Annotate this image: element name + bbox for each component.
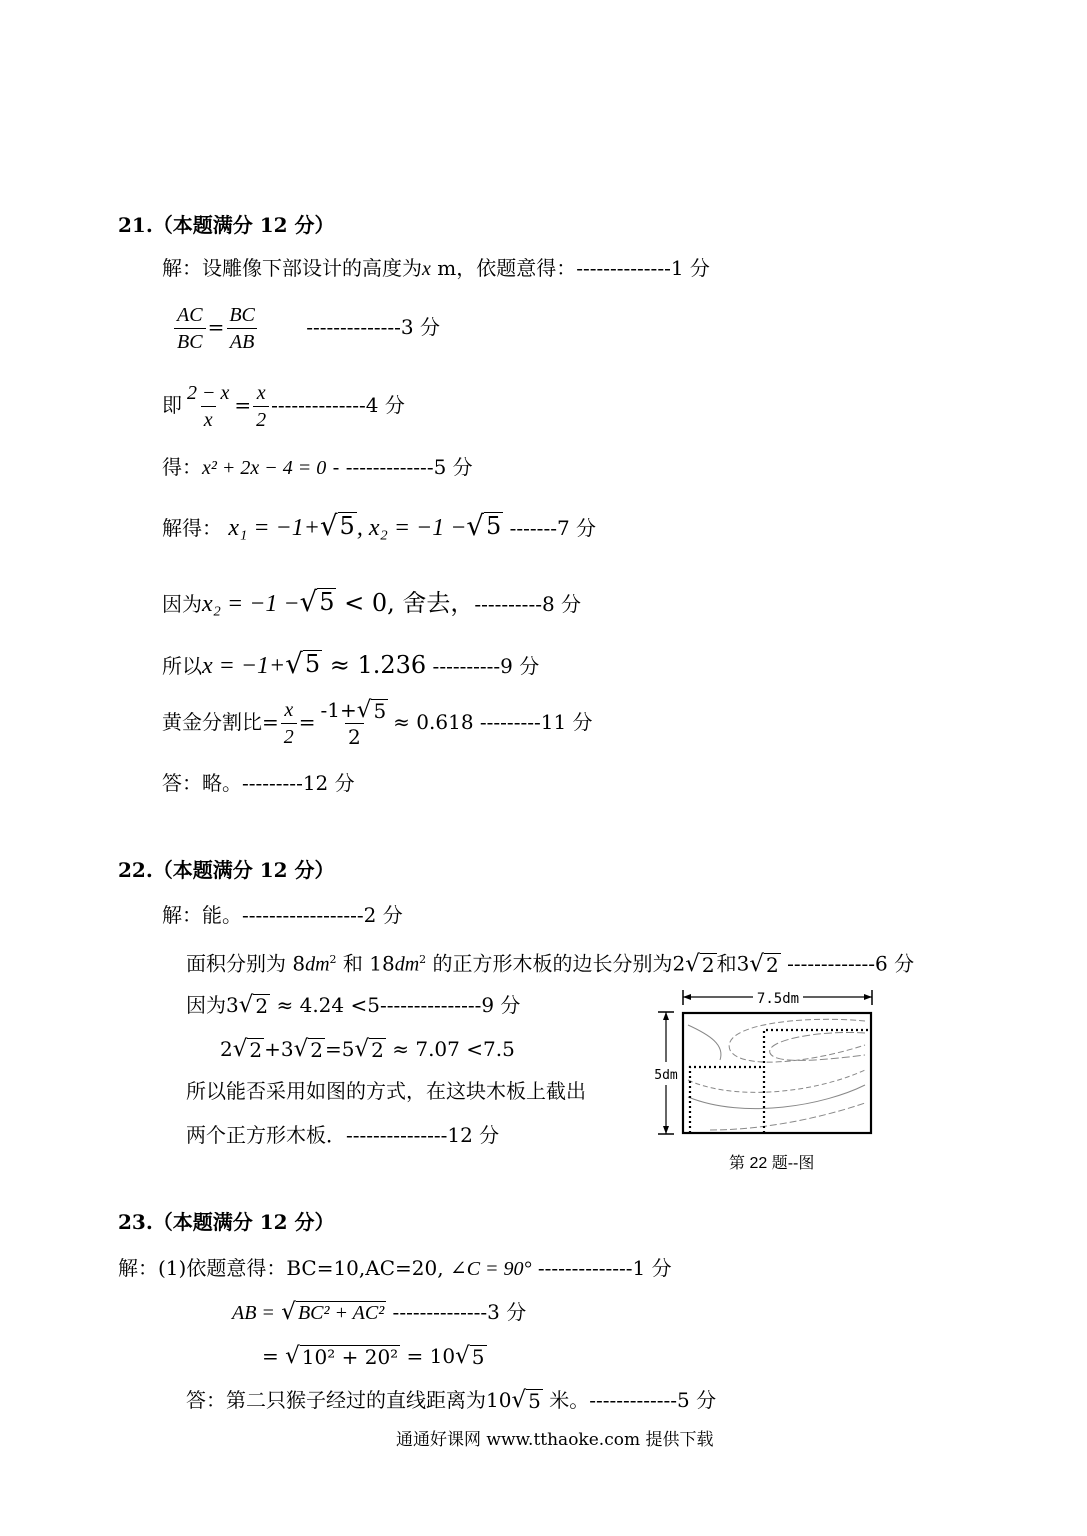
- frac-denominator: 2: [281, 723, 297, 750]
- q22-line2-b: 和 18: [336, 951, 395, 976]
- sqrt-symbol: √ 2: [685, 950, 715, 977]
- sqrt-radicand: 5: [528, 1389, 541, 1413]
- q23-header: 23.（本题满分 12 分）: [118, 1210, 335, 1234]
- q21-line1-text: 解：设雕像下部设计的高度为: [162, 256, 422, 280]
- sqrt-symbol: √ 5: [356, 697, 387, 723]
- sqrt-radicand: 5: [373, 699, 387, 723]
- q21-x2-expr: x₂ = −1 −: [202, 591, 300, 617]
- frac-denominator: 2: [345, 723, 364, 750]
- q21-line5: [162, 509, 597, 542]
- q21-score4: --------------4 分: [271, 393, 405, 417]
- q22-header: 22.（本题满分 12 分）: [118, 858, 335, 882]
- q21-score5: - -------------5 分: [326, 455, 473, 479]
- unit-dm: dm: [394, 953, 420, 976]
- q23-line3-b: = 10: [400, 1344, 456, 1368]
- q21-line1: [162, 256, 710, 281]
- q21-score11: ---------11 分: [473, 710, 593, 734]
- q21-score9: ----------9 分: [426, 654, 540, 678]
- figure-height-label: 5dm: [654, 1068, 678, 1083]
- sqrt-radicand: 5: [339, 512, 355, 541]
- q21-line4-prefix: 得：: [162, 455, 202, 479]
- q21-x-expr: x = −1+: [202, 653, 286, 679]
- q22-answer-yes: 解：能。: [162, 903, 242, 927]
- q21-root2: , x₂ = −1 −: [356, 515, 467, 541]
- coef: =5: [325, 1037, 355, 1061]
- q23-line4-c: 米。: [542, 1388, 590, 1412]
- equals-sign: =: [298, 710, 316, 734]
- q22-line4-d: ≈ 7.07 <7.5: [385, 1037, 515, 1061]
- sqrt-symbol: √ 10² + 20²: [285, 1343, 399, 1369]
- q21-line1-tail: m，依题意得：: [430, 256, 577, 280]
- sqrt-symbol: √ 2: [232, 1036, 263, 1062]
- sqrt-symbol: √ 2: [354, 1036, 384, 1062]
- frac-numerator: AC: [177, 304, 203, 326]
- q21-frac-2mx-x: [184, 380, 232, 433]
- sqrt-radicand: 2: [371, 1038, 384, 1062]
- q23-line1-text: 解：(1)依题意得：BC=10,AC=20,: [118, 1256, 444, 1280]
- sqrt-symbol: √ 5: [319, 509, 355, 542]
- coef: 2: [672, 951, 686, 976]
- sqrt-symbol: √ 5: [285, 647, 321, 680]
- q21-line7: [162, 647, 540, 680]
- q23-score3: --------------3 分: [386, 1300, 527, 1324]
- sqrt-radicand: 5: [486, 512, 502, 541]
- q21-line6-tail: < 0, 舍去，: [336, 589, 475, 617]
- q21-line1-var: x: [422, 258, 431, 280]
- q22-line5: 所以能否采用如图的方式，在这块木板上截出: [186, 1079, 586, 1103]
- q22-figure: [650, 985, 885, 1150]
- coef: 2: [220, 1037, 233, 1061]
- q23-line2: [232, 1300, 526, 1325]
- sqrt-symbol: √ 5: [455, 1343, 485, 1369]
- q21-root1: x₁ = −1+: [228, 515, 320, 541]
- q21-line3: [162, 380, 405, 433]
- frac-denominator: 2: [253, 406, 269, 433]
- q21-golden-value: ≈ 0.618: [393, 710, 474, 734]
- sqrt-symbol: √ 5: [299, 585, 335, 618]
- q21-line4: [162, 455, 473, 480]
- sqrt-radicand: 10² + 20²: [301, 1345, 399, 1369]
- frac-numerator: x: [256, 382, 266, 404]
- sqrt-radicand: 2: [766, 952, 779, 977]
- sqrt-symbol: √ BC² + AC²: [281, 1299, 385, 1325]
- q22-line6: [186, 1123, 499, 1147]
- coef: 3: [226, 993, 239, 1017]
- q21-line8-prefix: 黄金分割比=: [162, 710, 279, 734]
- frac-numerator: BC: [229, 304, 255, 326]
- q23-score5: -------------5 分: [589, 1388, 717, 1412]
- sqrt-radicand: 5: [471, 1345, 485, 1369]
- q23-score1: --------------1 分: [531, 1256, 672, 1280]
- q22-score9: ---------------9 分: [379, 993, 521, 1017]
- q21-line8: [162, 697, 593, 750]
- q22-line3-a: 因为: [186, 993, 226, 1017]
- q21-line9: [162, 771, 355, 795]
- q22-line4: [220, 1037, 515, 1061]
- q23-line4: [186, 1388, 716, 1412]
- q21-quadratic: x² + 2x − 4 = 0: [202, 457, 327, 479]
- frac-denominator: BC: [174, 328, 206, 355]
- figure-width-label: 7.5dm: [756, 991, 800, 1007]
- q21-answer: 答：略。: [162, 771, 242, 795]
- q23-line3: [262, 1344, 487, 1368]
- sqrt-radicand: 2: [255, 994, 269, 1018]
- frac-numerator: x: [284, 699, 294, 721]
- q21-score3: --------------3 分: [306, 315, 440, 339]
- q21-score12: ---------12 分: [242, 771, 355, 795]
- q22-line2: 面积分别为 $8dm^2$ 和 $18dm^2$ 的正方形木板的边长分别为2 √ 2 和3 √ 2 -------------6 分: [186, 950, 915, 977]
- q21-proportion: [172, 302, 440, 355]
- frac-numerator: 2 − x: [187, 382, 230, 404]
- q22-figure-caption: 第 22 题--图: [729, 1155, 815, 1172]
- q21-frac-golden: [318, 697, 392, 750]
- q22-line3: [186, 993, 520, 1017]
- sqrt-radicand: 5: [304, 650, 321, 679]
- coef: +3: [264, 1037, 294, 1061]
- q21-approx: ≈ 1.236: [322, 651, 427, 679]
- q21-header: 21.（本题满分 12 分）: [118, 213, 335, 237]
- sqrt-radicand: 2: [249, 1038, 263, 1062]
- q23-line4-a: 答：第二只猴子经过的直线距离为: [186, 1388, 486, 1412]
- sqrt-symbol: √ 2: [293, 1036, 323, 1062]
- sqrt-radicand: BC² + AC²: [297, 1302, 385, 1324]
- and-text: 和: [716, 951, 737, 976]
- q22-score6: -------------6 分: [780, 951, 915, 976]
- sqrt-symbol: √ 2: [238, 992, 269, 1018]
- q21-score1: --------------1 分: [576, 256, 710, 280]
- q22-line2-c: 的正方形木板的边长分别为: [426, 951, 673, 976]
- frac-numerator: -1+: [320, 698, 357, 722]
- q21-frac-ac-bc: [174, 302, 206, 355]
- q21-frac-bc-ab: [226, 302, 258, 355]
- q21-line6-prefix: 因为: [162, 592, 202, 616]
- equals-sign: =: [234, 393, 252, 417]
- q21-score7: -------7 分: [503, 516, 597, 540]
- equals-sign: =: [262, 1344, 279, 1368]
- q22-line3-c: ≈ 4.24 <5: [270, 993, 380, 1017]
- q23-line1: [118, 1256, 672, 1281]
- frac-denominator: AB: [227, 328, 257, 355]
- sqrt-symbol: √ 5: [466, 509, 502, 542]
- q21-line5-prefix: 解得：: [162, 516, 222, 540]
- q22-line2-a: 面积分别为 8: [186, 951, 306, 976]
- sqrt-radicand: 2: [701, 952, 715, 977]
- frac-denominator: x: [201, 406, 216, 433]
- q23-angle: ∠C = 90°: [449, 1258, 532, 1280]
- coef: 10: [486, 1388, 512, 1412]
- q21-frac-x-2: [253, 380, 269, 433]
- q21-line3-prefix: 即: [162, 393, 182, 417]
- page-footer: 通通好课网 www.tthaoke.com 提供下载: [396, 1430, 714, 1450]
- unit-dm: dm: [305, 953, 330, 976]
- q21-score8: ----------8 分: [474, 592, 582, 616]
- q21-line7-prefix: 所以: [162, 654, 202, 678]
- sqrt-radicand: 5: [319, 588, 335, 617]
- q21-frac-x-2b: [281, 697, 297, 750]
- sqrt-symbol: √ 2: [749, 950, 779, 977]
- q22-line6-text: 两个正方形木板．: [186, 1123, 346, 1147]
- coef: 3: [736, 951, 750, 976]
- q22-score2: ------------------2 分: [242, 903, 403, 927]
- q23-ab: AB =: [232, 1302, 275, 1324]
- q21-line6: [162, 585, 582, 618]
- sqrt-radicand: 2: [310, 1038, 323, 1062]
- equals-sign: =: [207, 315, 225, 339]
- q22-score12: ---------------12 分: [346, 1123, 500, 1147]
- q22-line1: [162, 903, 403, 927]
- sqrt-symbol: √ 5: [511, 1387, 541, 1413]
